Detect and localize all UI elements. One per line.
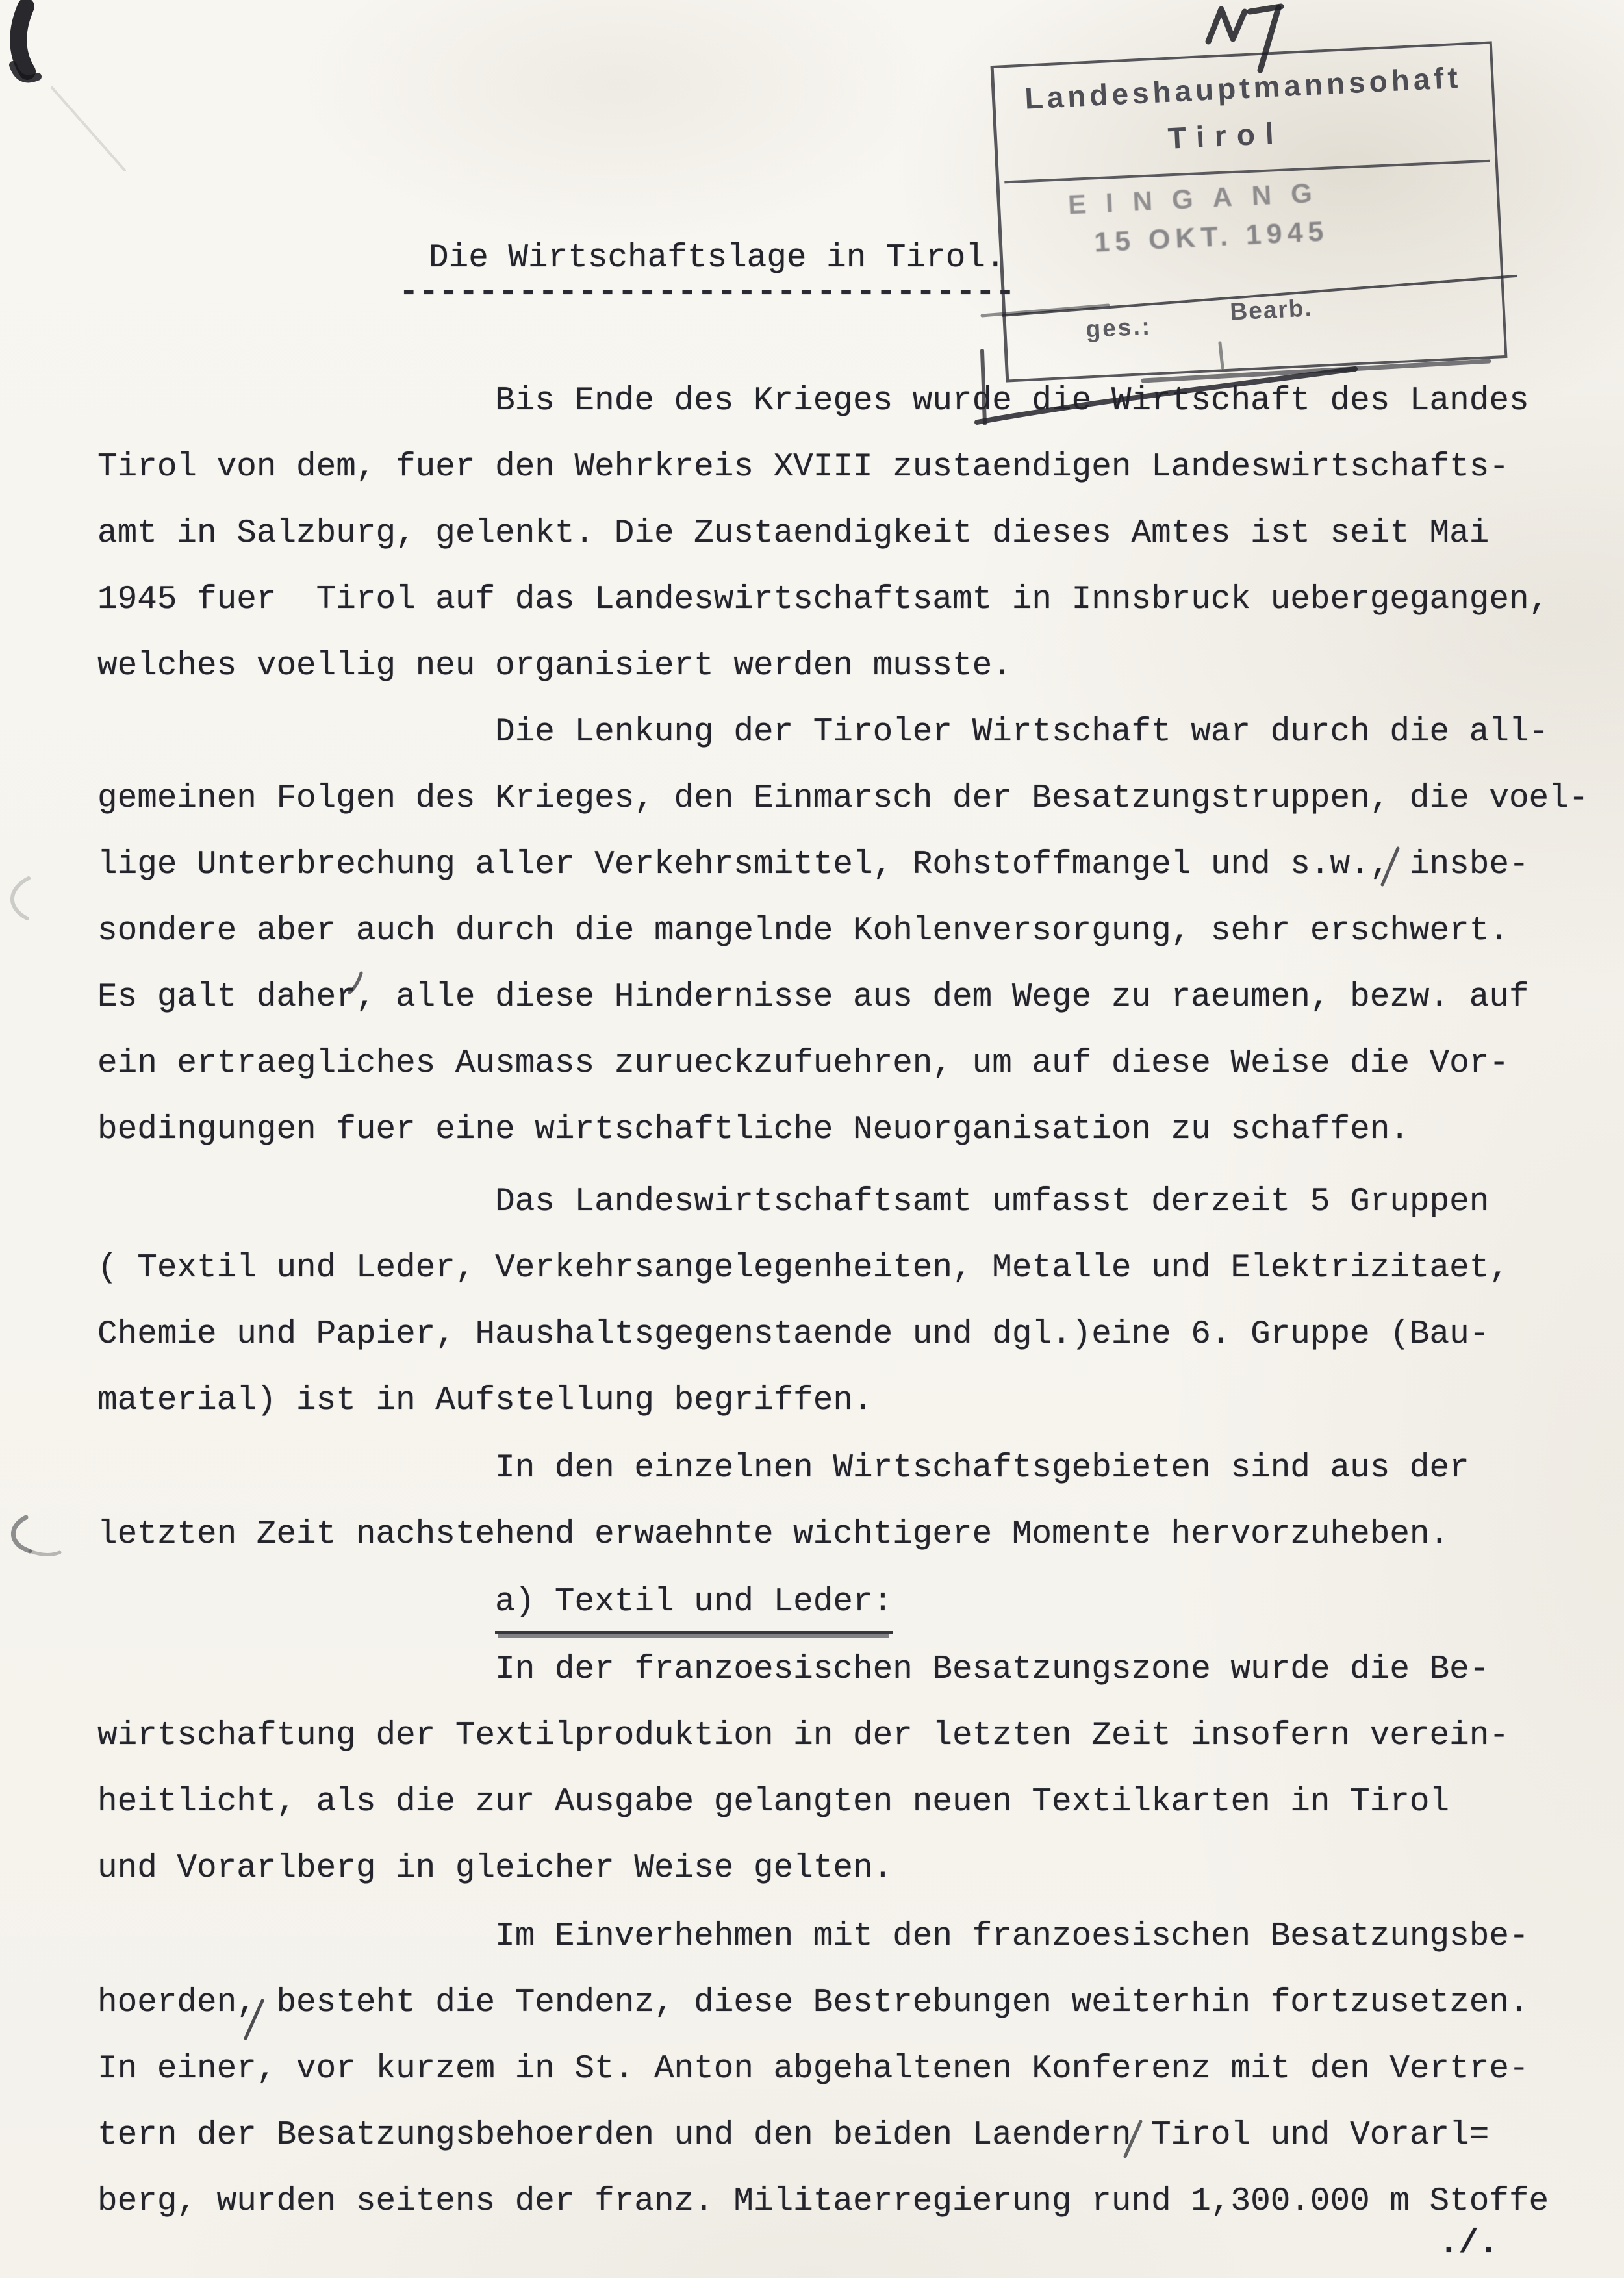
stamp-eingang-label: EINGANG: [1067, 176, 1332, 220]
stamp-region-name: Tirol: [1167, 116, 1285, 155]
text-line: tern der Besatzungsbehoerden und den beiden Laendern Tirol und Vorarl=: [97, 2117, 1490, 2154]
text-line: Im Einverhehmen mit den franzoesischen Besatzungsbe-: [97, 1918, 1529, 1955]
stamp-office-name: Landeshauptmannsohaft: [1024, 60, 1463, 116]
text-line: und Vorarlberg in gleicher Weise gelten.: [97, 1850, 893, 1887]
paragraph-2: [97, 700, 1588, 1163]
paragraph-4: [97, 1436, 1469, 1568]
text-line: gemeinen Folgen des Krieges, den Einmarsch der Besatzungstruppen, die voel-: [97, 780, 1589, 817]
title-underline-dashes: -------------------------------: [399, 274, 1015, 311]
text-line: Tirol von dem, fuer den Wehrkreis XVIII zustaendigen Landeswirtschafts-: [97, 449, 1509, 486]
text-line: hoerden, besteht die Tendenz, diese Bestrebungen weiterhin fortzusetzen.: [97, 1984, 1529, 2021]
paragraph-1: [97, 368, 1549, 700]
paragraph-6: [97, 1904, 1549, 2235]
text-line: letzten Zeit nachstehend erwaehnte wichtigere Momente hervorzuheben.: [97, 1516, 1450, 1553]
heading-indent: [97, 1584, 495, 1621]
continuation-mark: ./.: [1439, 2225, 1499, 2262]
stamp-bearb-label: Bearb.: [1229, 294, 1313, 325]
stamp-date: 15 OKT. 1945: [1093, 216, 1330, 259]
text-line: In einer, vor kurzem in St. Anton abgehaltenen Konferenz mit den Vertre-: [97, 2051, 1529, 2088]
heading-text: a) Textil und Leder:: [495, 1574, 893, 1634]
text-line: lige Unterbrechung aller Verkehrsmittel, Rohstoffmangel und s.w., insbe-: [97, 846, 1529, 883]
receipt-stamp-box: [991, 41, 1508, 382]
text-line: ( Textil und Leder, Verkehrsangelegenheiten, Metalle und Elektrizitaet,: [97, 1250, 1509, 1287]
text-line: Die Lenkung der Tiroler Wirtschaft war durch die all-: [97, 714, 1549, 751]
text-line: Bis Ende des Krieges wurde die Wirtschaft des Landes: [97, 383, 1529, 420]
text-line: bedingungen fuer eine wirtschaftliche Neuorganisation zu schaffen.: [97, 1111, 1410, 1148]
text-line: In der franzoesischen Besatzungszone wurde die Be-: [97, 1651, 1490, 1688]
text-line: wirtschaftung der Textilproduktion in der letzten Zeit insofern verein-: [97, 1717, 1509, 1754]
text-line: In den einzelnen Wirtschaftsgebieten sind aus der: [97, 1450, 1469, 1487]
text-line: Chemie und Papier, Haushaltsgegenstaende und dgl.)eine 6. Gruppe (Bau-: [97, 1316, 1490, 1353]
text-line: berg, wurden seitens der franz. Militaerregierung rund 1,300.000 m Stoffe: [97, 2183, 1549, 2220]
text-line: welches voellig neu organisiert werden musste.: [97, 648, 1012, 685]
page-title: Die Wirtschaftslage in Tirol.: [429, 240, 1006, 277]
text-line: ein ertraegliches Ausmass zurueckzufuehren, um auf diese Weise die Vor-: [97, 1045, 1509, 1082]
text-line: amt in Salzburg, gelenkt. Die Zustaendigkeit dieses Amtes ist seit Mai: [97, 515, 1490, 552]
text-line: sondere aber auch durch die mangelnde Kohlenversorgung, sehr erschwert.: [97, 913, 1509, 950]
paragraph-5: [97, 1637, 1509, 1902]
paragraph-3: [97, 1169, 1509, 1434]
text-line: 1945 fuer Tirol auf das Landeswirtschaftsamt in Innsbruck uebergegangen,: [97, 581, 1549, 618]
section-heading-textil-und-leder: [97, 1569, 893, 1636]
text-line: heitlicht, als die zur Ausgabe gelangten neuen Textilkarten in Tirol: [97, 1784, 1450, 1821]
stamp-ges-label: ges.:: [1085, 312, 1152, 343]
text-line: Das Landeswirtschaftsamt umfasst derzeit 5 Gruppen: [97, 1183, 1490, 1221]
text-line: material) ist in Aufstellung begriffen.: [97, 1382, 873, 1419]
text-line: Es galt daher, alle diese Hindernisse aus dem Wege zu raeumen, bezw. auf: [97, 979, 1529, 1016]
